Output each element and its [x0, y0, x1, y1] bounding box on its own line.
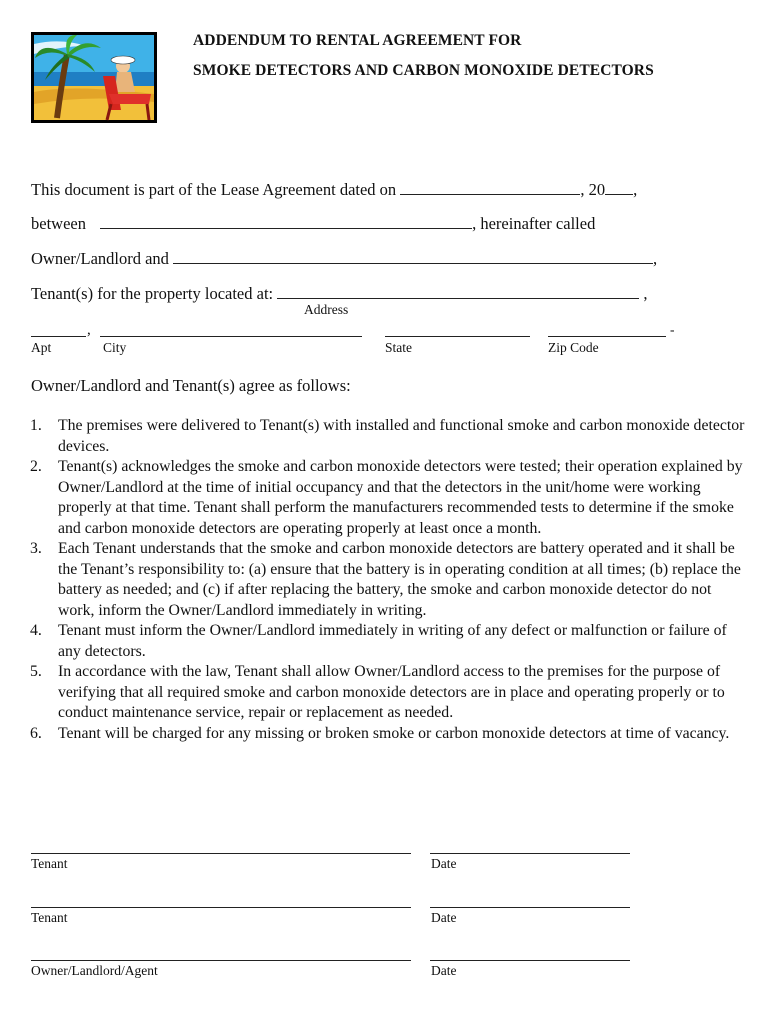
zip-dash: - — [670, 322, 675, 337]
date3-label: Date — [431, 963, 457, 978]
city-field[interactable] — [100, 336, 362, 337]
list-item — [30, 621, 750, 662]
lease-date-comma: , — [633, 180, 638, 199]
tenant-name-field[interactable] — [173, 249, 653, 264]
list-item-text: Tenant will be charged for any missing or broken smoke or carbon monoxide detectors at time of vacancy. — [58, 724, 730, 742]
apt-field[interactable] — [31, 336, 86, 337]
owner-agent-label: Owner/Landlord/Agent — [31, 963, 158, 978]
document-title-line1: ADDENDUM TO RENTAL AGREEMENT FOR — [193, 32, 522, 49]
lease-year-prefix: , 20 — [580, 180, 606, 199]
apt-comma: , — [87, 322, 91, 338]
date1-field[interactable] — [430, 853, 630, 854]
document-title-line2: SMOKE DETECTORS AND CARBON MONOXIDE DETECTORS — [193, 62, 654, 79]
property-line-comma: , — [643, 284, 648, 303]
date3-field[interactable] — [430, 960, 630, 961]
owner-line-comma: , — [653, 249, 658, 268]
list-item — [30, 539, 750, 621]
apt-caption: Apt — [31, 340, 52, 355]
tenant1-label: Tenant — [31, 856, 68, 871]
between-label: between — [31, 214, 86, 233]
list-item — [30, 724, 750, 745]
list-item-number: 2. — [30, 458, 42, 475]
list-item-number: 3. — [30, 540, 42, 557]
between-line — [31, 214, 595, 234]
list-item-number: 5. — [30, 663, 42, 680]
lease-date-label: This document is part of the Lease Agreement dated on — [31, 180, 397, 199]
list-item-text: Tenant(s) acknowledges the smoke and carbon monoxide detectors were tested; their operation explained by Owner/Landlord at the time of initial occupancy and that the detectors in the unit/home were working properly at that time. Tenant shall perform the manufacturers recommended tests to determine if the smoke and carbon monoxide detectors are operating properly at least once a month. — [58, 458, 743, 537]
list-item — [30, 662, 750, 724]
owner-signature-field[interactable] — [31, 960, 411, 961]
date2-label: Date — [431, 910, 457, 925]
property-label: Tenant(s) for the property located at: — [31, 284, 274, 303]
list-item-text: In accordance with the law, Tenant shall allow Owner/Landlord access to the premises for the purpose of verifying that all required smoke and carbon monoxide detectors are in place and operating properly or to conduct maintenance service, repair or replacement as needed. — [58, 663, 725, 721]
list-item-number: 6. — [30, 724, 42, 742]
list-item-text: Each Tenant understands that the smoke and carbon monoxide detectors are battery operated and it shall be the Tenant’s responsibility to: (a) ensure that the battery is in operating condition at all times; (b) replace the battery as needed; and (c) if after replacing the battery, the smoke and carbon monoxide detector do not work, inform the Owner/Landlord immediately in writing. — [58, 540, 741, 619]
property-line — [31, 284, 648, 304]
lease-year-field[interactable] — [605, 180, 633, 195]
tenant1-signature-field[interactable] — [31, 853, 411, 854]
list-item-number: 4. — [30, 622, 42, 639]
zip-field[interactable] — [548, 336, 666, 337]
owner-landlord-label: Owner/Landlord and — [31, 249, 169, 268]
date1-label: Date — [431, 856, 457, 871]
state-caption: State — [385, 340, 412, 355]
tenant2-signature-field[interactable] — [31, 907, 411, 908]
owner-name-field[interactable] — [100, 214, 472, 229]
list-item-number: 1. — [30, 417, 42, 434]
lease-date-field[interactable] — [400, 180, 580, 195]
tenant2-label: Tenant — [31, 910, 68, 925]
city-caption: City — [103, 340, 127, 355]
address-field[interactable] — [277, 284, 639, 299]
agreement-list — [30, 416, 750, 744]
lease-date-line — [31, 180, 637, 200]
zip-caption: Zip Code — [548, 340, 599, 355]
list-item-text: The premises were delivered to Tenant(s) with installed and functional smoke and carbon monoxide detector devices. — [58, 417, 745, 455]
address-caption: Address — [304, 302, 349, 317]
list-item-text: Tenant must inform the Owner/Landlord immediately in writing of any defect or malfunction or failure of any detectors. — [58, 622, 727, 660]
list-item — [30, 416, 750, 457]
state-field[interactable] — [385, 336, 530, 337]
list-item — [30, 457, 750, 539]
owner-line — [31, 249, 657, 269]
hereinafter-label: , hereinafter called — [472, 214, 596, 233]
agreement-intro: Owner/Landlord and Tenant(s) agree as follows: — [31, 376, 351, 395]
date2-field[interactable] — [430, 907, 630, 908]
beach-chair-palm-tree-icon — [31, 32, 157, 123]
